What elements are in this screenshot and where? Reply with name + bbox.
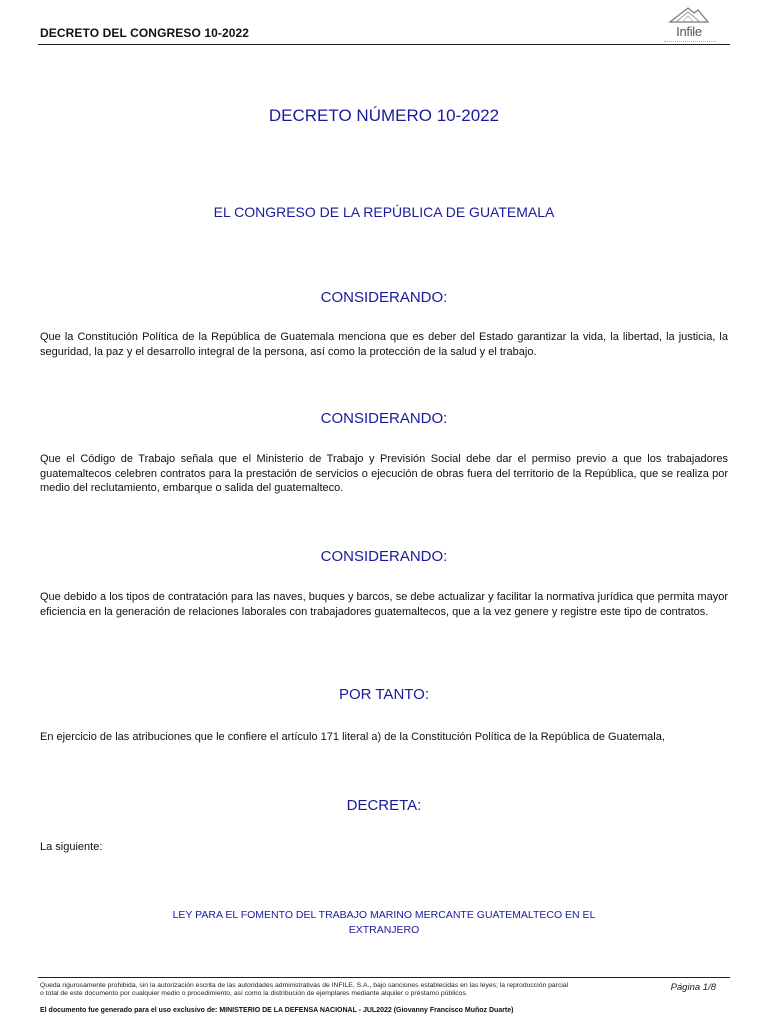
section-text-considerando-2: Que el Código de Trabajo señala que el Ministerio de Trabajo y Previsión Social debe dar el permiso previo a que los trabajadores guatemaltecos celebren contratos para la prestación de servicios o ejecución de obras fuera del territorio de la República, que se realiza por medio del reclutamiento, embarque o salida del guatemalteco. (40, 453, 728, 494)
header-title: DECRETO DEL CONGRESO 10-2022 (40, 26, 250, 40)
logo-text: Infile (676, 24, 702, 39)
section-text-decreta: La siguiente: (40, 841, 103, 853)
section-text-considerando-1: Que la Constitución Política de la República de Guatemala menciona que es deber del Estado garantizar la vida, la libertad, la justicia, la seguridad, la paz y el desarrollo integral de la persona, así como la protección de la salud y el trabajo. (40, 331, 728, 358)
mountain-logo-icon (668, 4, 710, 24)
law-title: LEY PARA EL FOMENTO DEL TRABAJO MARINO MERCANTE GUATEMALTECO EN EL EXTRANJERO (172, 909, 596, 936)
header-divider (38, 44, 730, 45)
congress-title: EL CONGRESO DE LA REPÚBLICA DE GUATEMALA (213, 204, 555, 220)
section-text-por-tanto: En ejercicio de las atribuciones que le confiere el artículo 171 literal a) de la Constitución Política de la República de Guatemala, (40, 731, 665, 743)
page-number: Página 1/8 (670, 982, 716, 993)
section-heading-considerando-3: CONSIDERANDO: (320, 548, 448, 565)
section-text-considerando-3: Que debido a los tipos de contratación para las naves, buques y barcos, se debe actualizar y facilitar la normativa jurídica que permita mayor eficiencia en la generación de relaciones laborales con trabajadores guatemaltecos, que a la vez genere y registre este tipo de contratos. (40, 591, 728, 618)
footer-notice: Queda rigurosamente prohibida, sin la autorización escrita de las autoridades administrativas de INFILE, S.A., bajo sanciones establecidas en las leyes; la reproducción parcial o total de este documento por cualquier medio o procedimiento, así como la distribución de ejemplares mediante alquiler o préstamo públicos. (40, 982, 569, 997)
section-heading-decreta: DECRETA: (346, 797, 422, 814)
infile-logo (662, 4, 716, 46)
logo-tagline (664, 41, 716, 43)
section-heading-por-tanto: POR TANTO: (338, 686, 429, 703)
footer-divider (38, 977, 730, 978)
section-heading-considerando-1: CONSIDERANDO: (320, 289, 448, 306)
section-heading-considerando-2: CONSIDERANDO: (320, 410, 448, 427)
decree-title: DECRETO NÚMERO 10-2022 (268, 106, 500, 125)
generated-note: El documento fue generado para el uso exclusivo de: MINISTERIO DE LA DEFENSA NACIONAL - JUL2022 (Giovanny Francisco Muñoz Duarte) (40, 1007, 514, 1014)
